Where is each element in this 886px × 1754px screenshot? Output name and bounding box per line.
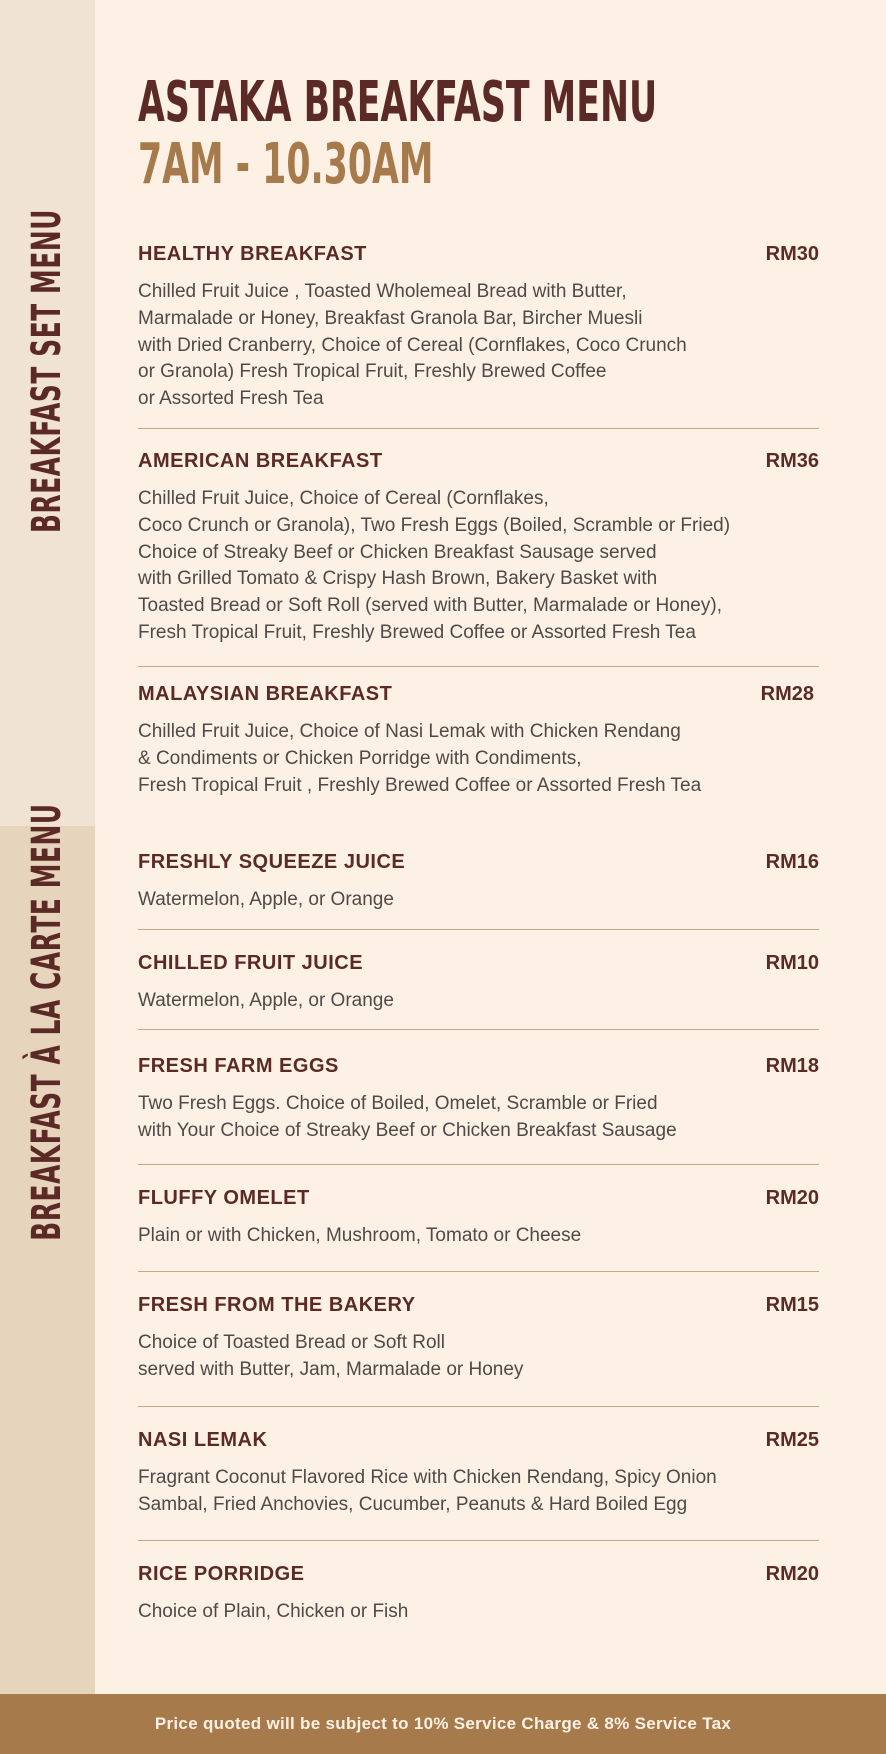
service-charge-note: Price quoted will be subject to 10% Service Charge & 8% Service Tax [154,1714,732,1733]
item-description: Fragrant Coconut Flavored Rice with Chicken Rendang, Spicy Onion Sambal, Fried Anchovies, Cucumber, Peanuts & Hard Boiled Egg [138,1467,717,1515]
item-name: FRESHLY SQUEEZE JUICE [138,851,406,873]
divider [138,666,819,667]
menu-item-malaysian-breakfast [138,683,814,799]
item-name: FRESH FROM THE BAKERY [138,1294,416,1316]
divider [138,1540,819,1541]
footer-bar [0,1694,886,1754]
item-price: RM28 [760,683,814,705]
menu-title: ASTAKA BREAKFAST MENU [138,70,658,135]
item-price: RM25 [765,1429,819,1451]
menu-item-fresh-farm-eggs [138,1055,819,1145]
menu-hours: 7AM - 10.30AM [138,132,434,197]
item-description: Watermelon, Apple, or Orange [138,889,394,910]
menu-title-block [138,72,657,196]
item-description: Choice of Plain, Chicken or Fish [138,1601,409,1622]
divider [138,1406,819,1407]
item-description: Choice of Toasted Bread or Soft Roll served with Butter, Jam, Marmalade or Honey [138,1332,524,1380]
item-price: RM20 [765,1187,819,1209]
menu-item-healthy-breakfast [138,243,819,413]
menu-item-freshly-squeeze-juice [138,851,819,914]
item-name: MALAYSIAN BREAKFAST [138,683,393,705]
menu-item-chilled-fruit-juice [138,952,819,1015]
item-description: Chilled Fruit Juice , Toasted Wholemeal Bread with Butter, Marmalade or Honey, Breakfast Granola Bar, Bircher Muesli with Dried Cranberry, Choice of Cereal (Cornflakes, Coco Crunch or Granola) Fresh Tropical Fruit, Freshly Brewed Coffee or Assorted Fresh Tea [138,281,687,410]
divider [138,1164,819,1165]
menu-item-rice-porridge [138,1563,819,1626]
item-name: HEALTHY BREAKFAST [138,243,367,265]
item-name: FRESH FARM EGGS [138,1055,339,1077]
item-description: Two Fresh Eggs. Choice of Boiled, Omelet, Scramble or Fried with Your Choice of Streaky Beef or Chicken Breakfast Sausage [138,1093,677,1141]
menu-item-fluffy-omelet [138,1187,819,1250]
item-price: RM20 [765,1563,819,1585]
item-name: CHILLED FRUIT JUICE [138,952,364,974]
item-name: RICE PORRIDGE [138,1563,305,1585]
item-price: RM18 [765,1055,819,1077]
item-price: RM15 [765,1294,819,1316]
set-menu-section-label: BREAKFAST SET MENU [24,208,70,534]
menu-item-fresh-from-the-bakery [138,1294,819,1384]
item-description: Plain or with Chicken, Mushroom, Tomato or Cheese [138,1225,582,1246]
item-price: RM16 [765,851,819,873]
item-price: RM36 [765,450,819,472]
menu-item-american-breakfast [138,450,819,647]
item-description: Chilled Fruit Juice, Choice of Cereal (Cornflakes, Coco Crunch or Granola), Two Fresh Eggs (Boiled, Scramble or Fried) Choice of Streaky Beef or Chicken Breakfast Sausage served with Grilled Tomato & Crispy Hash Brown, Bakery Basket with Toasted Bread or Soft Roll (served with Butter, Marmalade or Honey), Fresh Tropical Fruit, Freshly Brewed Coffee or Assorted Fresh Tea [138,488,731,643]
item-price: RM30 [765,243,819,265]
a-la-carte-section-label: BREAKFAST À LA CARTE MENU [24,803,70,1241]
item-name: AMERICAN BREAKFAST [138,450,383,472]
item-description: Watermelon, Apple, or Orange [138,990,394,1011]
divider [138,929,819,930]
item-description: Chilled Fruit Juice, Choice of Nasi Lemak with Chicken Rendang & Condiments or Chicken Porridge with Condiments, Fresh Tropical Fruit , Freshly Brewed Coffee or Assorted Fresh Tea [138,721,702,796]
divider [138,1271,819,1272]
menu-item-nasi-lemak [138,1429,819,1519]
item-name: FLUFFY OMELET [138,1187,310,1209]
item-name: NASI LEMAK [138,1429,268,1451]
divider [138,428,819,429]
item-price: RM10 [765,952,819,974]
divider [138,1029,819,1030]
